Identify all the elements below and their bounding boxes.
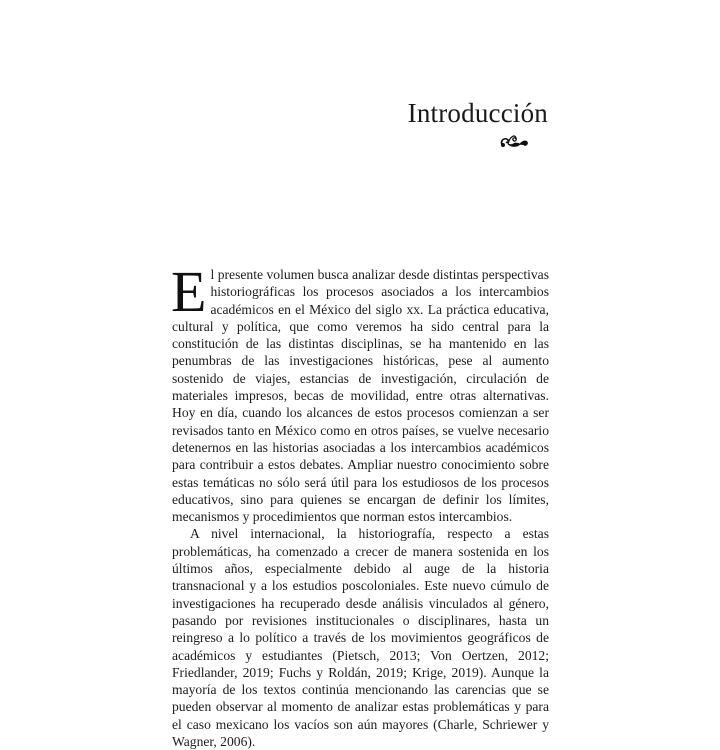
- chapter-title: Introducción: [407, 98, 548, 128]
- drop-cap: E: [171, 259, 207, 324]
- paragraph-2: A nivel internacional, la historiografía, respecto a estas problemáticas, ha comenzado a crecer de manera sostenida en los últimos años, especialmente debido al auge de la historia transnacional y a los estudios poscoloniales. Este nuevo cúmulo de investigaciones ha recuperado desde análisis vinculados al género, pasando por revisiones institucionales o disciplinares, hasta un reingreso a lo político a través de los movimientos geográficos de académicos y estudiantes (Pietsch, 2013; Von Oertzen, 2012; Friedlander, 2019; Fuchs y Roldán, 2019; Krige, 2019). Aunque la mayoría de los textos continúa mencionando las carencias que se pueden observar al momento de analizar estas problemáticas y para el caso mexicano los vacíos son aún mayores (Charle, Schriewer y Wagner, 2006).: [172, 526, 549, 750]
- paragraph-1-text: l presente volumen busca analizar desde distintas perspectivas historiográficas los procesos asociados a los intercambios académicos en el México del siglo xx. La práctica educativa, cultural y política, que como veremos ha sido central para la constitución de las distintas disciplinas, se ha mantenido en las penumbras de las investigaciones históricas, pese al aumento sostenido de viajes, estancias de investigación, circulación de materiales impresos, becas de movilidad, entre otras alternativas. Hoy en día, cuando los alcances de estos procesos comienzan a ser revisados tanto en México como en otros países, se vuelve necesario detenernos en las historias asociadas a los intercambios académicos para contribuir a estos debates. Ampliar nuestro conocimiento sobre estas temáticas no sólo será útil para los estudiosos de los procesos educativos, sino para quienes se encargan de definir los límites, mecanismos y procedimientos que norman estos intercambios.: [172, 267, 549, 525]
- body-text: [171, 259, 549, 750]
- floral-ornament-icon: [499, 130, 529, 150]
- paragraph-1: [171, 259, 549, 525]
